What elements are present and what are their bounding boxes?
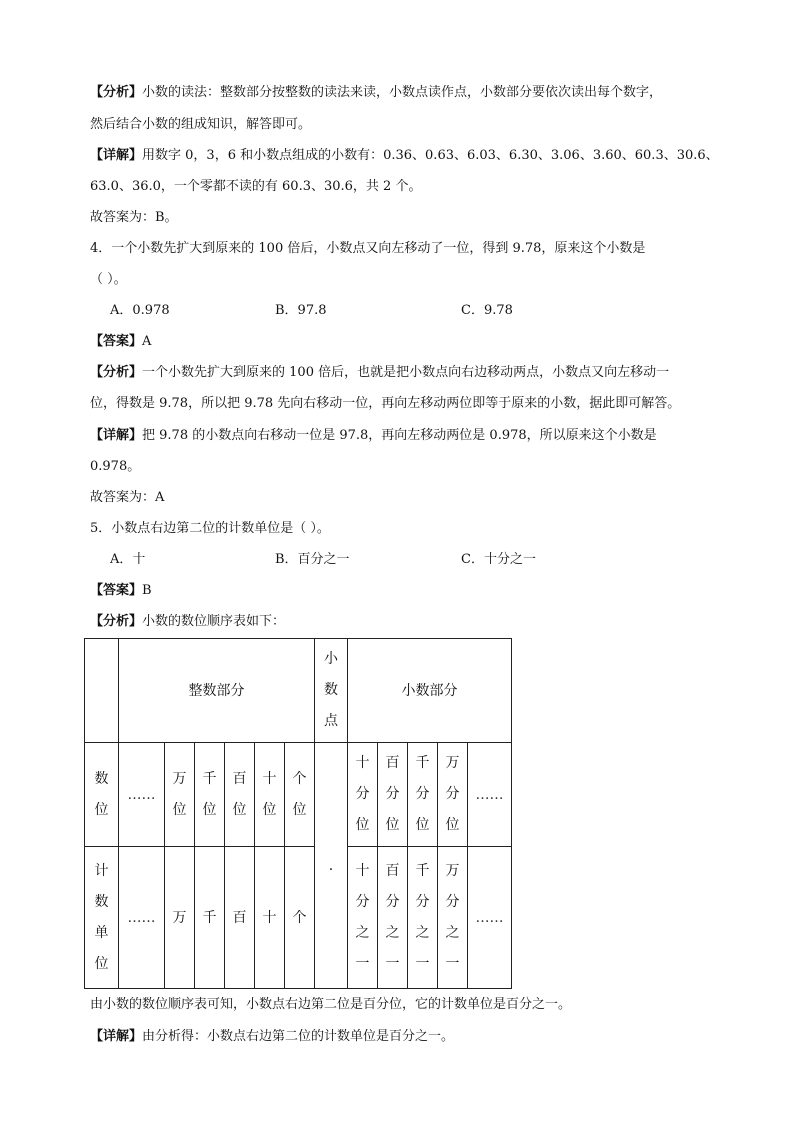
dec-place-cell: 十分位 bbox=[348, 743, 378, 847]
dec-unit-ellipsis: …… bbox=[468, 847, 512, 989]
q3-analysis-line1: 【分析】小数的读法：整数部分按整数的读法来读，小数点读作点，小数部分要依次读出每个数字， bbox=[90, 85, 663, 100]
q4-stem-line2: （ ）。 bbox=[90, 272, 127, 287]
table-corner-cell bbox=[85, 639, 119, 743]
place-value-table bbox=[84, 638, 512, 989]
dec-unit-cell: 百分之一 bbox=[378, 847, 408, 989]
analysis-label: 【分析】 bbox=[90, 614, 143, 629]
int-unit-cell: 个 bbox=[285, 847, 315, 989]
integer-part-header: 整数部分 bbox=[119, 639, 315, 743]
q4-analysis-line1: 【分析】一个小数先扩大到原来的 100 倍后，也就是把小数点向右边移动两点，小数点又向左移动一 bbox=[90, 365, 670, 380]
int-unit-ellipsis: …… bbox=[119, 847, 165, 989]
q5-option-a: A．十 bbox=[110, 552, 146, 567]
q4-stem-line1: 4．一个小数先扩大到原来的 100 倍后，小数点又向左移动了一位，得到 9.78，原来这个小数是 bbox=[90, 241, 646, 256]
dec-place-cell: 千分位 bbox=[408, 743, 438, 847]
q3-detail-line1: 【详解】用数字 0，3，6 和小数点组成的小数有：0.36、0.63、6.03、6.30、3.06、3.60、60.3、30.6、 bbox=[90, 148, 719, 163]
int-place-cell: 百位 bbox=[225, 743, 255, 847]
detail-label: 【详解】 bbox=[90, 148, 143, 163]
q4-option-a: A．0.978 bbox=[110, 303, 170, 318]
answer-label: 【答案】 bbox=[90, 583, 143, 598]
int-unit-cell: 千 bbox=[195, 847, 225, 989]
q4-answer: 【答案】A bbox=[90, 334, 152, 349]
int-place-ellipsis: …… bbox=[119, 743, 165, 847]
q4-detail-line1: 【详解】把 9.78 的小数点向右移动一位是 97.8，再向左移动两位是 0.978，所以原来这个小数是 bbox=[90, 428, 657, 443]
q4-conclusion: 故答案为：A bbox=[90, 490, 165, 505]
int-place-cell: 万位 bbox=[165, 743, 195, 847]
q5-stem: 5．小数点右边第二位的计数单位是（ ）。 bbox=[90, 521, 330, 536]
q5-option-c: C．十分之一 bbox=[461, 552, 536, 567]
int-unit-cell: 万 bbox=[165, 847, 195, 989]
dec-unit-cell: 万分之一 bbox=[438, 847, 468, 989]
int-place-cell: 十位 bbox=[255, 743, 285, 847]
dec-place-ellipsis: …… bbox=[468, 743, 512, 847]
int-place-cell: 个位 bbox=[285, 743, 315, 847]
row-label-unit: 计数单位 bbox=[85, 847, 119, 989]
analysis-label: 【分析】 bbox=[90, 365, 143, 380]
q5-answer: 【答案】B bbox=[90, 583, 152, 598]
dec-place-cell: 万分位 bbox=[438, 743, 468, 847]
int-unit-cell: 百 bbox=[225, 847, 255, 989]
q5-option-b: B．百分之一 bbox=[275, 552, 350, 567]
q4-option-c: C．9.78 bbox=[461, 303, 513, 318]
decimal-point-cell: . bbox=[315, 743, 348, 989]
q3-detail-line2: 63.0、36.0，一个零都不读的有 60.3、30.6，共 2 个。 bbox=[90, 179, 422, 194]
q5-detail: 【详解】由分析得：小数点右边第二位的计数单位是百分之一。 bbox=[90, 1029, 455, 1044]
q4-analysis-line2: 位，得数是 9.78，所以把 9.78 先向右移动一位，再向左移动两位即等于原来的小数，据此即可解答。 bbox=[90, 396, 681, 411]
q4-option-b: B．97.8 bbox=[275, 303, 327, 318]
dec-unit-cell: 十分之一 bbox=[348, 847, 378, 989]
int-unit-cell: 十 bbox=[255, 847, 285, 989]
detail-label: 【详解】 bbox=[90, 428, 143, 443]
q3-conclusion: 故答案为：B。 bbox=[90, 210, 178, 225]
dec-unit-cell: 千分之一 bbox=[408, 847, 438, 989]
decimal-part-header: 小数部分 bbox=[348, 639, 512, 743]
answer-label: 【答案】 bbox=[90, 334, 143, 349]
int-place-cell: 千位 bbox=[195, 743, 225, 847]
decimal-point-header: 小数点 bbox=[315, 639, 348, 743]
detail-label: 【详解】 bbox=[90, 1029, 143, 1044]
q5-after-table: 由小数的数位顺序表可知，小数点右边第二位是百分位，它的计数单位是百分之一。 bbox=[90, 997, 572, 1012]
row-label-place: 数位 bbox=[85, 743, 119, 847]
analysis-label: 【分析】 bbox=[90, 85, 143, 100]
dec-place-cell: 百分位 bbox=[378, 743, 408, 847]
q3-analysis-line2: 然后结合小数的组成知识，解答即可。 bbox=[90, 117, 312, 132]
q5-analysis: 【分析】小数的数位顺序表如下： bbox=[90, 614, 286, 629]
q4-detail-line2: 0.978。 bbox=[90, 459, 141, 474]
